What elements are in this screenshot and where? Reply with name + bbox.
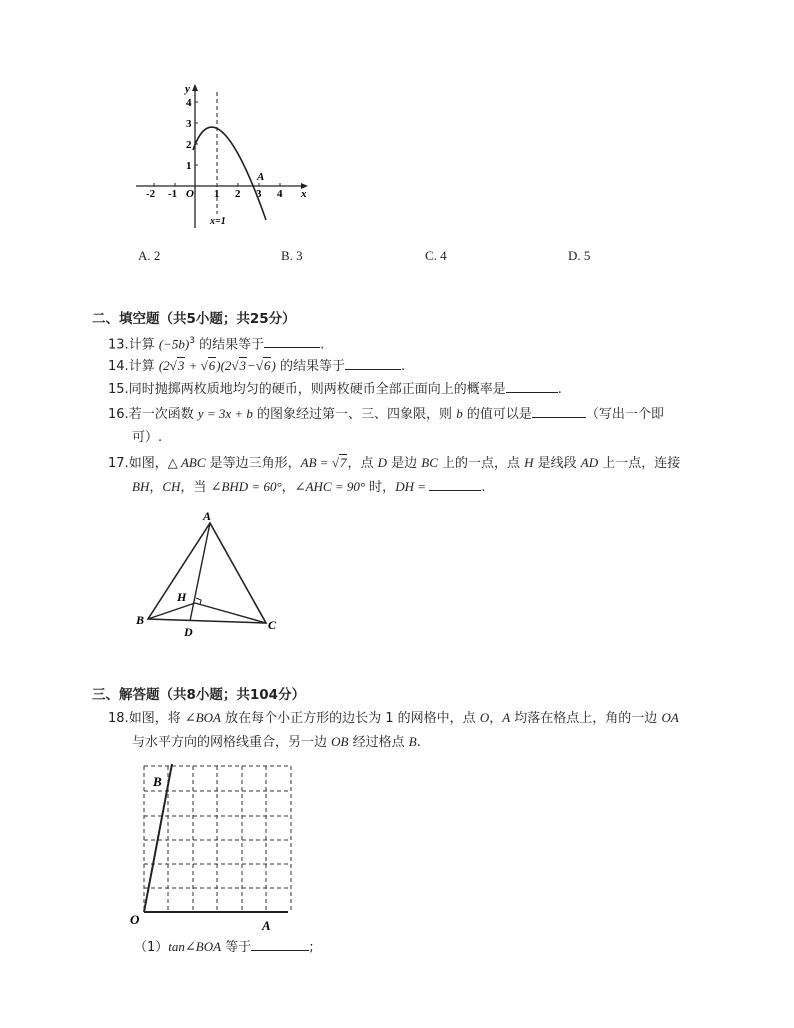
- question-15: 15.同时抛掷两枚质地均匀的硬币，则两枚硬币全部正面向上的概率是 .: [108, 382, 562, 397]
- grid-point-b: B: [153, 774, 162, 789]
- x-tick-label: 3: [256, 188, 262, 200]
- x-axis-label: x: [301, 188, 307, 200]
- answer-blank[interactable]: [429, 478, 481, 491]
- question-16-cont: 可）.: [132, 430, 163, 445]
- option-a[interactable]: A. 2: [138, 248, 161, 263]
- question-18-part1: （1）tan∠BOA 等于 ;: [134, 939, 314, 955]
- question-18: 18.如图，将 ∠BOA 放在每个小正方形的边长为 1 的网格中，点 O，A 均落在格点上，角的一边 OA: [108, 710, 679, 726]
- y-axis-label: y: [185, 83, 190, 95]
- option-d[interactable]: D. 5: [568, 248, 591, 263]
- y-tick-label: 4: [186, 97, 192, 109]
- section2-heading: 二、填空题（共5小题；共25分）: [92, 311, 296, 327]
- answer-blank[interactable]: [345, 357, 401, 370]
- y-tick-label: 3: [186, 118, 192, 130]
- answer-blank[interactable]: [506, 380, 558, 393]
- point-h: H: [177, 590, 187, 604]
- vertex-c: C: [268, 618, 277, 632]
- point-d: D: [184, 625, 193, 639]
- symmetry-label: x=1: [210, 216, 226, 227]
- y-tick-label: 2: [186, 139, 192, 151]
- answer-blank[interactable]: [264, 335, 320, 348]
- origin-label: O: [186, 188, 194, 200]
- question-13: 13.计算 $(-5b)^3$ 的结果等于 .: [108, 336, 325, 353]
- parabola-graph: [130, 80, 320, 230]
- x-tick-label: 1: [214, 188, 220, 200]
- option-c[interactable]: C. 4: [425, 248, 447, 263]
- x-tick-label: 4: [277, 188, 283, 200]
- y-axis-arrow: [192, 84, 198, 91]
- answer-blank[interactable]: [532, 405, 586, 418]
- question-17-cont: BH，CH，当 ∠BHD = 60°，∠AHC = 90° 时，DH = .: [132, 479, 486, 495]
- parabola-curve: [193, 127, 266, 220]
- answer-blank[interactable]: [251, 938, 309, 951]
- grid-figure: [128, 758, 308, 936]
- question-16: 16.若一次函数 y = 3x + b 的图象经过第一、三、四象限，则 b 的值可以是 （写出一个即: [108, 406, 664, 422]
- question-18-cont: 与水平方向的网格线重合，另一边 OB 经过格点 B.: [132, 734, 421, 750]
- vertex-b: B: [136, 613, 145, 627]
- segment-bh: [148, 603, 195, 619]
- x-tick-label: -2: [146, 188, 156, 200]
- x-tick-label: -1: [168, 188, 178, 200]
- section3-heading: 三、解答题（共8小题；共104分）: [92, 687, 306, 703]
- grid-point-o: O: [130, 912, 140, 927]
- x-tick-label: 2: [235, 188, 241, 200]
- question-14: 14.计算 (2√3 + √6)(2√3−√6) 的结果等于 .: [108, 358, 406, 374]
- grid-point-a: A: [262, 918, 271, 933]
- question-17: 17.如图，△ ABC 是等边三角形，AB = √7，点 D 是边 BC 上的一点，点 H 是线段 AD 上一点，连接: [108, 455, 681, 471]
- point-a-label: A: [257, 171, 265, 183]
- triangle-figure: [130, 505, 290, 645]
- vertex-a: A: [203, 509, 212, 523]
- y-tick-label: 1: [186, 160, 192, 172]
- segment-ch: [195, 603, 266, 623]
- option-b[interactable]: B. 3: [281, 248, 303, 263]
